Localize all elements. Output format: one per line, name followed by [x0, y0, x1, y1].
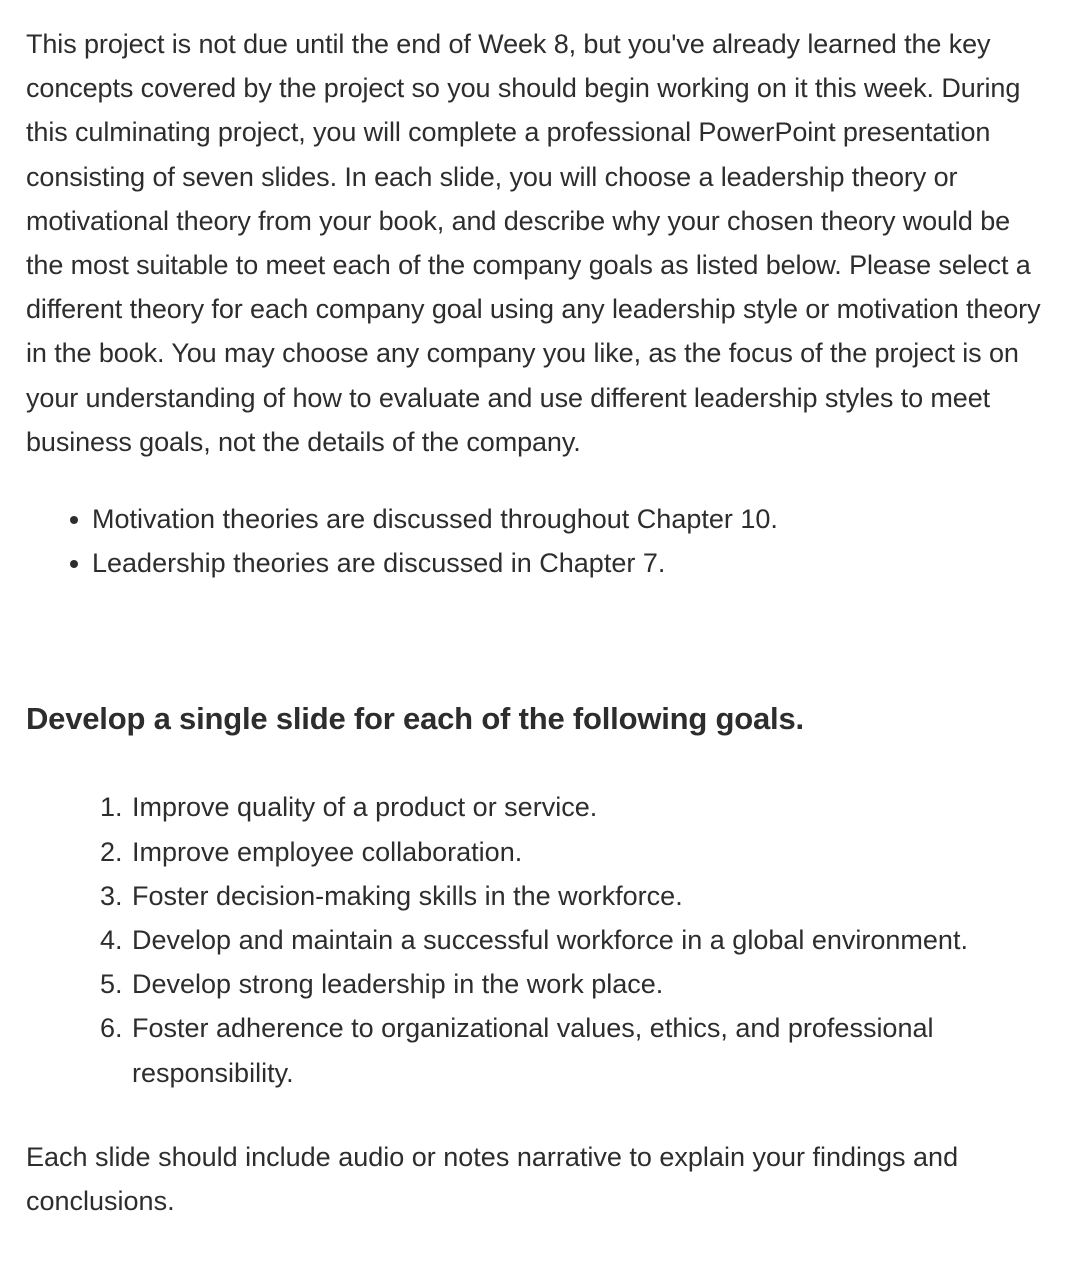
goals-heading: Develop a single slide for each of the following goals.: [26, 701, 804, 737]
goal-number: 1.: [100, 792, 123, 823]
list-item: [100, 785, 1050, 829]
list-item: Leadership theories are discussed in Chapter 7.: [92, 541, 1050, 585]
list-item: Motivation theories are discussed throughout Chapter 10.: [92, 497, 1050, 541]
goal-number: 6.: [100, 1013, 123, 1044]
chapter-references-list: [26, 497, 1050, 585]
goal-number: 5.: [100, 969, 123, 1000]
goal-text: Develop strong leadership in the work place.: [132, 969, 664, 1000]
goal-text: Improve employee collaboration.: [132, 836, 523, 867]
list-item: [100, 830, 1050, 874]
goal-number: 3.: [100, 880, 123, 911]
goal-text: Foster adherence to organizational values, ethics, and professional responsibility.: [132, 1013, 934, 1088]
goal-number: 2.: [100, 836, 123, 867]
list-item: [100, 962, 1050, 1006]
goal-text: Develop and maintain a successful workforce in a global environment.: [132, 925, 968, 956]
goal-text: Improve quality of a product or service.: [132, 792, 598, 823]
goals-list: [26, 785, 1050, 1094]
list-item: [100, 1006, 1050, 1094]
intro-paragraph: This project is not due until the end of Week 8, but you've already learned the key concepts covered by the project so you should begin working on it this week. During this culminating project, you will complete a professional PowerPoint presentation consisting of seven slides. In each slide, you will choose a leadership theory or motivational theory from your book, and describe why your chosen theory would be the most suitable to meet each of the company goals as listed below. Please select a different theory for each company goal using any leadership style or motivation theory in the book. You may choose any company you like, as the focus of the project is on your understanding of how to evaluate and use different leadership styles to meet business goals, not the details of the company.: [26, 29, 1041, 457]
goal-text: Foster decision-making skills in the workforce.: [132, 880, 683, 911]
list-item: [100, 918, 1050, 962]
goal-number: 4.: [100, 925, 123, 956]
list-item: [100, 874, 1050, 918]
closing-paragraph: Each slide should include audio or notes narrative to explain your findings and conclusions.: [26, 1141, 959, 1217]
